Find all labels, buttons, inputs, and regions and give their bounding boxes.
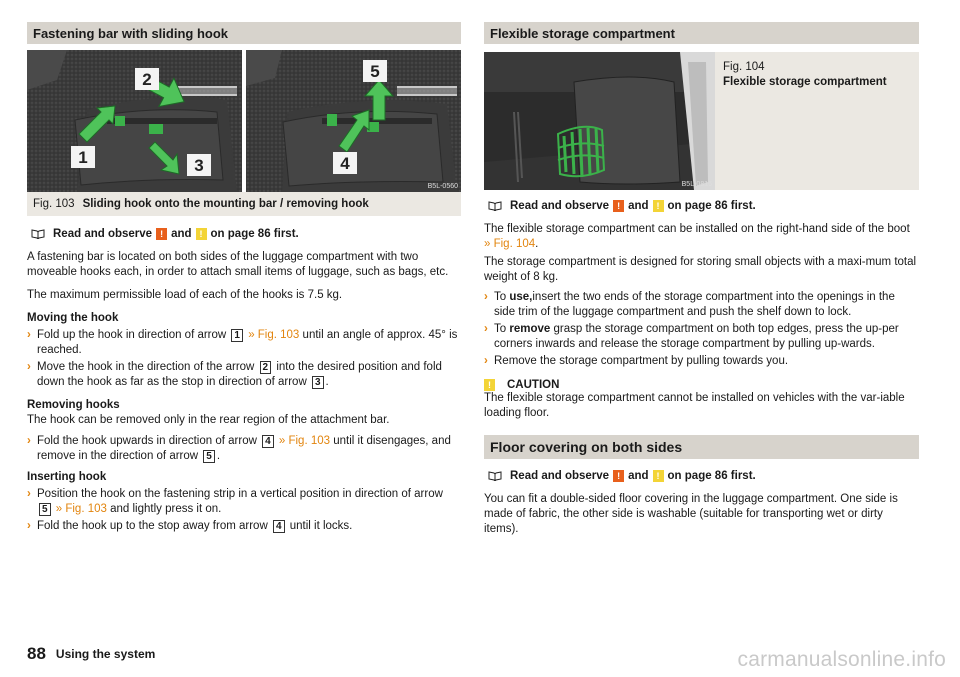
- fig-104-link[interactable]: » Fig. 104: [484, 238, 536, 250]
- read-suffix: on page 86 first.: [210, 228, 299, 240]
- chevron-icon: ›: [484, 355, 488, 367]
- max-load-paragraph: The maximum permissible load of each of the hooks is 7.5 kg.: [27, 289, 343, 301]
- pull-step-text: Remove the storage compartment by pulling towards you.: [494, 355, 789, 367]
- figure-104-code: B5L-0816: [681, 181, 712, 188]
- page-section: Using the system: [55, 647, 156, 661]
- figure-103-caption: [27, 192, 461, 216]
- chevron-icon: ›: [484, 323, 488, 335]
- removing-text: The hook can be removed only in the rear region of the attachment bar.: [27, 414, 390, 426]
- arrow-ref-5: 5: [39, 503, 51, 516]
- warning-icon: !: [613, 200, 624, 212]
- fig-103-link[interactable]: » Fig. 103: [55, 503, 107, 515]
- read-and-observe-left: [27, 226, 461, 242]
- fig-103-link[interactable]: » Fig. 103: [248, 329, 300, 341]
- watermark: carmanualsonline.info: [737, 648, 946, 671]
- arrow-ref-2: 2: [260, 361, 272, 374]
- right-column: [484, 22, 919, 537]
- chevron-icon: ›: [27, 488, 31, 500]
- inserting-step-2-text-a: Fold the hook up to the stop away from arrow: [37, 520, 268, 532]
- figure-103-title: Sliding hook onto the mounting bar / removing hook: [82, 198, 369, 210]
- remove-step-to: To: [494, 323, 507, 335]
- arrow-ref-1: 1: [231, 329, 243, 342]
- caution-title: CAUTION: [507, 379, 560, 391]
- section-heading-floor-covering: Floor covering on both sides: [484, 435, 919, 459]
- fig-label-2-text: 2: [142, 70, 152, 89]
- inserting-step-1-text-a: Position the hook on the fastening strip in a vertical position in direction of arrow: [37, 488, 443, 500]
- page-footer: [27, 644, 155, 664]
- read-prefix: Read and observe: [510, 470, 610, 482]
- read-and: and: [171, 228, 192, 240]
- figure-104-caption: [715, 52, 887, 190]
- chevron-icon: ›: [484, 291, 488, 303]
- storage-use-step: [484, 290, 919, 320]
- fig-103-link[interactable]: » Fig. 103: [278, 435, 331, 447]
- fig-label-4-text: 4: [340, 154, 350, 173]
- figure-103-number: Fig. 103: [33, 198, 75, 210]
- chevron-icon: ›: [27, 435, 31, 447]
- book-icon: [488, 471, 502, 481]
- storage-p1-text-a: The flexible storage compartment can be installed on the right-hand side of the boot: [484, 223, 910, 235]
- chevron-icon: ›: [27, 329, 31, 341]
- fig-label-1-text: 1: [78, 148, 88, 167]
- moving-step-1: [27, 328, 461, 358]
- page-number: 88: [27, 644, 46, 663]
- remove-step-keyword: remove: [509, 323, 551, 335]
- arrow-ref-5: 5: [203, 450, 215, 463]
- inserting-step-1-text-b: and lightly press it on.: [110, 503, 222, 515]
- use-step-text: insert the two ends of the storage compartment into the openings in the side trim of the luggage compartment and push the shelf down to lock.: [494, 291, 895, 318]
- caution-heading: [484, 379, 919, 391]
- note-icon: !: [653, 470, 664, 482]
- read-suffix: on page 86 first.: [667, 200, 756, 212]
- removing-step-text-b: until it disengages, and remove in the direction of arrow: [37, 435, 451, 462]
- moving-step-1-text-b: until an angle of approx. 45° is reached.: [37, 329, 458, 356]
- section-heading-flexible-storage: Flexible storage compartment: [484, 22, 919, 44]
- figure-103-illustration: [27, 50, 461, 192]
- read-and-observe-right: [484, 198, 919, 214]
- storage-paragraph-1: [484, 222, 919, 252]
- figure-103: [27, 50, 461, 216]
- fig-label-5-text: 5: [370, 62, 380, 81]
- use-step-keyword: use,: [509, 291, 533, 303]
- caution-text: The flexible storage compartment cannot be installed on vehicles with the var-iable loading floor.: [484, 392, 905, 419]
- moving-step-2-text-c: .: [325, 376, 329, 388]
- removing-step-text-a: Fold the hook upwards in direction of arrow: [37, 435, 257, 447]
- moving-step-2: [27, 360, 461, 390]
- storage-paragraph-2: The storage compartment is designed for storing small objects with a maxi-mum total weight of 8 kg.: [484, 256, 917, 283]
- figure-103-image: [27, 50, 461, 192]
- arrow-ref-4: 4: [262, 435, 274, 448]
- moving-hook-heading: Moving the hook: [27, 312, 119, 324]
- intro-paragraph: A fastening bar is located on both sides of the luggage compartment with two moveable hooks each, in order to attach small items of luggage, such as bags, etc.: [27, 251, 449, 278]
- warning-icon: !: [613, 470, 624, 482]
- warning-icon: !: [156, 228, 167, 240]
- read-suffix: on page 86 first.: [667, 470, 756, 482]
- chevron-icon: ›: [27, 361, 31, 373]
- caution-icon: !: [484, 379, 495, 391]
- storage-p1-text-b: .: [535, 238, 539, 250]
- figure-104-image: [484, 52, 715, 190]
- storage-pull-step: [484, 354, 919, 369]
- inserting-step-2-text-b: until it locks.: [289, 520, 353, 532]
- inserting-step-2: [27, 519, 461, 534]
- inserting-step-1: [27, 487, 461, 517]
- chevron-icon: ›: [27, 520, 31, 532]
- floor-covering-text: You can fit a double-sided floor covering in the luggage compartment. One side is made of fabric, the other side is washable (suitable for transporting wet or dirty items).: [484, 493, 898, 535]
- figure-104-number: Fig. 104: [723, 61, 765, 73]
- book-icon: [488, 201, 502, 211]
- storage-remove-step: [484, 322, 919, 352]
- read-prefix: Read and observe: [510, 200, 610, 212]
- arrow-ref-4: 4: [273, 520, 285, 533]
- read-and-observe-floor: [484, 468, 919, 484]
- read-and: and: [628, 470, 649, 482]
- moving-step-2-text-a: Move the hook in the direction of the arrow: [37, 361, 255, 373]
- read-and: and: [628, 200, 649, 212]
- removing-hooks-heading: Removing hooks: [27, 399, 120, 411]
- book-icon: [31, 229, 45, 239]
- removing-step: [27, 434, 461, 464]
- left-column: [27, 22, 461, 534]
- fig-label-3-text: 3: [194, 156, 204, 175]
- figure-104: [484, 52, 919, 190]
- moving-step-1-text-a: Fold up the hook in direction of arrow: [37, 329, 227, 341]
- inserting-hook-heading: Inserting hook: [27, 471, 107, 483]
- arrow-ref-3: 3: [312, 376, 324, 389]
- figure-104-title: Flexible storage compartment: [723, 76, 887, 88]
- removing-step-text-c: .: [216, 450, 221, 462]
- figure-104-illustration: [484, 52, 715, 190]
- note-icon: !: [653, 200, 664, 212]
- section-heading-fastening-bar: Fastening bar with sliding hook: [27, 22, 461, 44]
- figure-103-code: B5L-0560: [427, 183, 458, 190]
- use-step-to: To: [494, 291, 507, 303]
- note-icon: !: [196, 228, 207, 240]
- remove-step-text: grasp the storage compartment on both top edges, press the up-per corners inwards and release the storage compartment by pulling up-wards.: [494, 323, 899, 350]
- moving-step-2-text-b: into the desired position and fold down the hook as far as the stop in direction of arrow: [37, 361, 442, 388]
- read-prefix: Read and observe: [53, 228, 153, 240]
